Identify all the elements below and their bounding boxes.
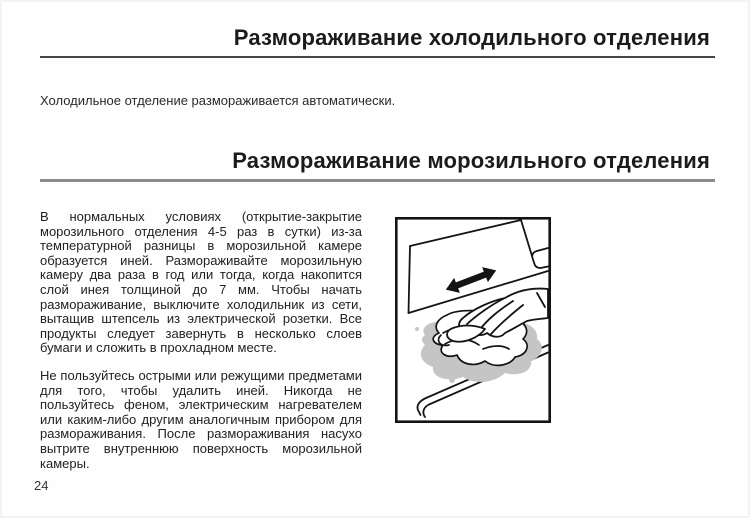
title-underline-rule xyxy=(40,56,715,58)
freezer-defrost-text-block xyxy=(40,210,362,484)
section-title-refrigerator-defrost: Размораживание холодильного отделения xyxy=(233,25,710,50)
page-number: 24 xyxy=(34,478,49,493)
paragraph: Не пользуйтесь острыми или режущими предметами для того, чтобы удалить иней. Никогда не пользуйтесь феном, электрическим нагревателем или каким-либо другим аналогичным прибором для размораживания. После размораживания насухо вытрите внутреннюю поверхность морозильной камеры. xyxy=(40,367,362,471)
freezer-wiping-illustration xyxy=(395,217,551,423)
refrigerator-defrost-text: Холодильное отделение размораживается автоматически. xyxy=(40,93,396,108)
paragraph: В нормальных условиях (открытие-закрытие морозильного отделения 4-5 раз в сутки) из-за температурной разницы в морозильной камере образуется иней. Размораживайте морозильную камеру два раза в год или тогда, когда накопится слой инея толщиной до 7 мм. Чтобы начать размораживание, выключите холодильник из сети, вытащив штепсель из электрической розетки. Все продукты следует завернуть в несколько слоев бумаги и сложить в прохладном месте. xyxy=(40,209,362,356)
title-underline-rule xyxy=(40,179,715,182)
section-title-freezer-defrost: Размораживание морозильного отделения xyxy=(232,148,710,173)
freezer-wiping-drawing xyxy=(395,217,551,423)
